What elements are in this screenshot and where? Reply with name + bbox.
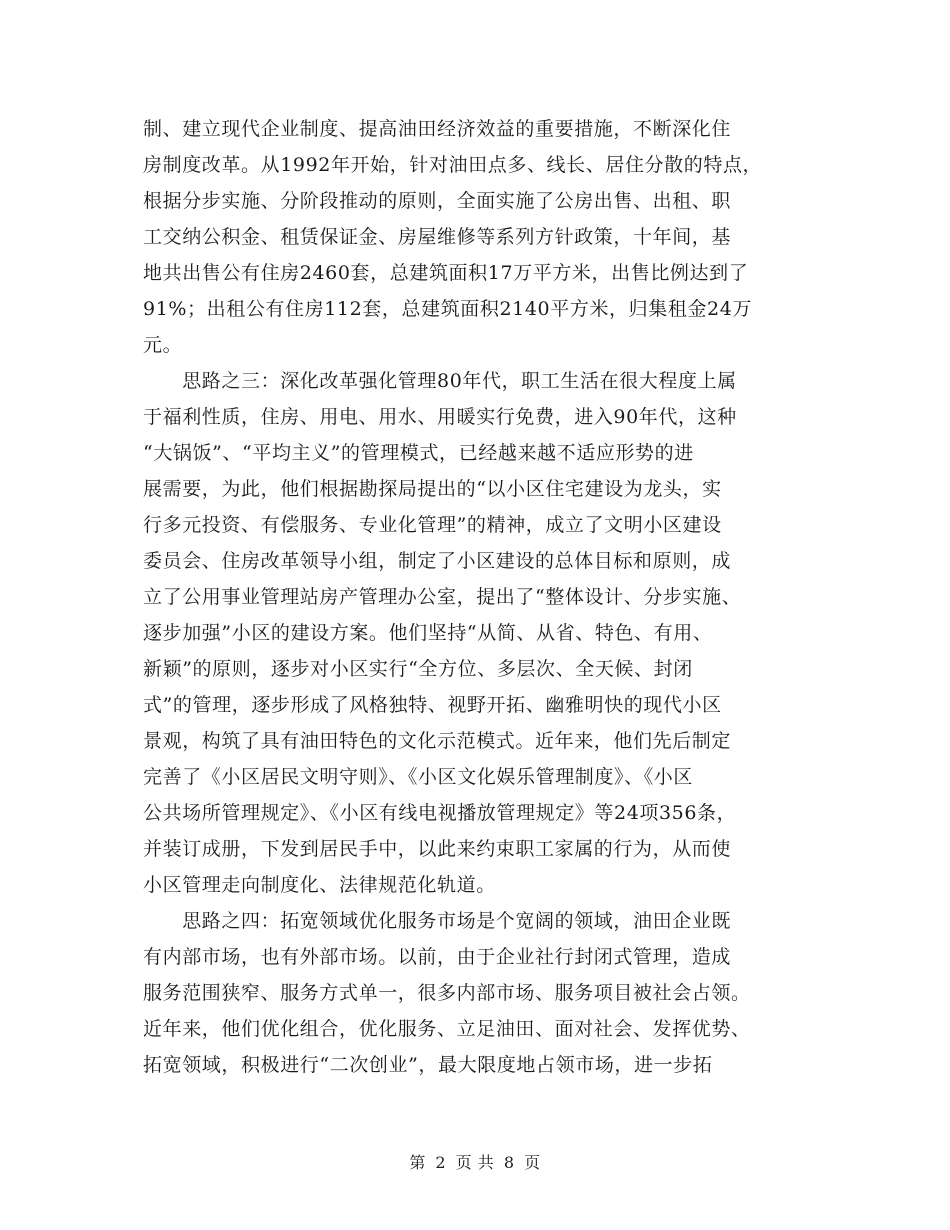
body-text-line: 拓宽领域，积极进行“二次创业”，最大限度地占领市场，进一步拓 (143, 1054, 713, 1076)
current-page-number: 2 (435, 1153, 447, 1172)
body-text-line: 小区管理走向制度化、法律规范化轨道。 (143, 874, 496, 896)
body-text-line: 制、建立现代企业制度、提高油田经济效益的重要措施，不断深化住 (143, 118, 732, 140)
body-text-line: 逐步加强”小区的建设方案。他们坚持“从简、从省、特色、有用、 (143, 622, 713, 644)
body-text-line: 服务范围狭窄、服务方式单一，很多内部市场、服务项目被社会占领。 (143, 982, 751, 1004)
body-text-line: 地共出售公有住房2460套，总建筑面积17万平方米，出售比例达到了 (143, 262, 749, 284)
footer-middle: 页 共 (455, 1153, 495, 1172)
paragraph-heading-line: 思路之三：深化改革强化管理80年代，职工生活在很大程度上属 (143, 370, 737, 392)
body-text-line: 行多元投资、有偿服务、专业化管理”的精神，成立了文明小区建设 (143, 514, 722, 536)
body-text-line: 并装订成册，下发到居民手中，以此来约束职工家属的行为，从而使 (143, 838, 732, 860)
total-page-count: 8 (503, 1153, 515, 1172)
body-text-line: 公共场所管理规定》、《小区有线电视播放管理规定》等24项356条， (143, 802, 737, 824)
body-text-line: 根据分步实施、分阶段推动的原则，全面实施了公房出售、出租、职 (143, 190, 732, 212)
body-text-line: 委员会、住房改革领导小组，制定了小区建设的总体目标和原则，成 (143, 550, 732, 572)
body-text-line: 有内部市场，也有外部市场。以前，由于企业社行封闭式管理，造成 (143, 946, 732, 968)
body-text-line: 式”的管理，逐步形成了风格独特、视野开拓、幽雅明快的现代小区 (143, 694, 722, 716)
body-text-line: 立了公用事业管理站房产管理办公室，提出了“整体设计、分步实施、 (143, 586, 742, 608)
body-text-line: 近年来，他们优化组合，优化服务、立足油田、面对社会、发挥优势、 (143, 1018, 751, 1040)
body-text-line: 房制度改革。从1992年开始，针对油田点多、线长、居住分散的特点， (143, 154, 763, 176)
paragraph-heading-line: 思路之四：拓宽领域优化服务市场是个宽阔的领域，油田企业既 (143, 910, 732, 932)
body-text-line: 91%；出租公有住房112套，总建筑面积2140平方米，归集租金24万 (143, 298, 753, 320)
body-text-line: 工交纳公积金、租赁保证金、房屋维修等系列方针政策，十年间，基 (143, 226, 732, 248)
footer-prefix: 第 (409, 1153, 426, 1172)
footer-suffix: 页 (524, 1153, 541, 1172)
body-text-line: “大锅饭”、“平均主义”的管理模式，已经越来越不适应形势的进 (143, 442, 694, 464)
page-footer (0, 1153, 950, 1173)
body-text-line: 展需要，为此，他们根据勘探局提出的“以小区住宅建设为龙头，实 (143, 478, 722, 500)
body-text-line: 于福利性质，住房、用电、用水、用暖实行免费，进入90年代，这种 (143, 406, 737, 428)
body-text-line: 元。 (143, 334, 183, 356)
body-text-line: 完善了《小区居民文明守则》、《小区文化娱乐管理制度》、《小区 (143, 766, 694, 788)
body-text-line: 景观，构筑了具有油田特色的文化示范模式。近年来，他们先后制定 (143, 730, 732, 752)
body-text-line: 新颖”的原则，逐步对小区实行“全方位、多层次、全天候、封闭 (143, 658, 693, 680)
